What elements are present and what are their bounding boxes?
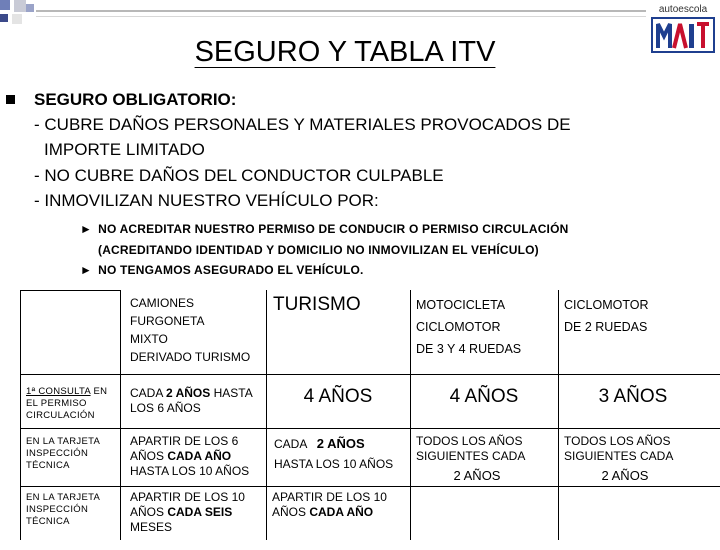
no-cubre-line: - NO CUBRE DAÑOS DEL CONDUCTOR CULPABLE bbox=[34, 166, 444, 185]
top-rule bbox=[36, 10, 646, 12]
table-row-divider bbox=[20, 428, 720, 429]
row-label-tarjeta-inspeccion: EN LA TARJETA INSPECCIÓN TÉCNICA bbox=[26, 436, 100, 471]
table-border-left bbox=[20, 290, 21, 540]
table-divider bbox=[120, 290, 121, 540]
row2-camiones-value: APARTIR DE LOS 6 AÑOS CADA AÑO HASTA LOS 10 AÑOS bbox=[130, 434, 250, 478]
table-divider bbox=[558, 290, 559, 540]
subpoint-no-acreditar: ► NO ACREDITAR NUESTRO PERMISO DE CONDUCIR O PERMISO CIRCULACIÓN bbox=[80, 222, 569, 236]
table-border-top bbox=[20, 290, 120, 291]
table-row-divider bbox=[20, 486, 720, 487]
corner-decoration bbox=[0, 0, 40, 40]
row-label-tarjeta-inspeccion-2: EN LA TARJETA INSPECCIÓN TÉCNICA bbox=[26, 492, 100, 527]
row2-turismo-value: CADA 2 AÑOS HASTA LOS 10 AÑOS bbox=[274, 436, 394, 471]
row2-motocicleta-value: TODOS LOS AÑOS SIGUIENTES CADA 2 AÑOS bbox=[416, 434, 526, 483]
row1-camiones-value: CADA 2 AÑOS HASTA LOS 6 AÑOS bbox=[130, 386, 253, 415]
row3-camiones-value: APARTIR DE LOS 10 AÑOS CADA SEIS MESES bbox=[130, 490, 245, 534]
header-camiones: CAMIONES FURGONETA MIXTO DERIVADO TURISMO bbox=[130, 296, 251, 364]
row3-turismo-value: APARTIR DE LOS 10 AÑOS CADA AÑO bbox=[272, 490, 387, 519]
row2-ciclomotor-value: TODOS LOS AÑOS SIGUIENTES CADA 2 AÑOS bbox=[564, 434, 674, 483]
cubre-danos-line: - CUBRE DAÑOS PERSONALES Y MATERIALES PROVOCADOS DE bbox=[34, 115, 571, 134]
header-motocicleta: MOTOCICLETA CICLOMOTOR DE 3 Y 4 RUEDAS bbox=[416, 298, 522, 356]
importe-limitado-line: IMPORTE LIMITADO bbox=[44, 140, 205, 159]
page-title: SEGURO Y TABLA ITV bbox=[194, 36, 496, 68]
table-divider bbox=[266, 290, 267, 540]
header-turismo: TURISMO bbox=[273, 294, 361, 315]
row-label-primera-consulta: 1ª CONSULTA EN EL PERMISO CIRCULACIÓN bbox=[26, 386, 108, 421]
table-divider bbox=[410, 290, 411, 540]
header-ciclomotor: CICLOMOTOR DE 2 RUEDAS bbox=[564, 298, 649, 334]
subpoint-no-asegurado: ► NO TENGAMOS ASEGURADO EL VEHÍCULO. bbox=[80, 263, 364, 277]
seguro-heading: SEGURO OBLIGATORIO: bbox=[34, 90, 237, 109]
subpoint-note: (ACREDITANDO IDENTIDAD Y DOMICILIO NO INMOVILIZAN EL VEHÍCULO) bbox=[98, 243, 539, 257]
inmovilizan-line: - INMOVILIZAN NUESTRO VEHÍCULO POR: bbox=[34, 191, 379, 210]
bullet-square-icon bbox=[6, 95, 15, 104]
row1-ciclomotor-value: 3 AÑOS bbox=[598, 386, 668, 407]
row1-motocicleta-value: 4 AÑOS bbox=[449, 386, 519, 407]
arrow-right-icon: ► bbox=[80, 222, 93, 236]
top-rule-thin bbox=[36, 16, 646, 17]
row1-turismo-value: 4 AÑOS bbox=[303, 386, 373, 407]
table-row-divider bbox=[20, 374, 720, 375]
itv-table bbox=[20, 290, 720, 550]
logo-text: autoescola bbox=[658, 4, 708, 15]
arrow-right-icon: ► bbox=[80, 263, 93, 277]
